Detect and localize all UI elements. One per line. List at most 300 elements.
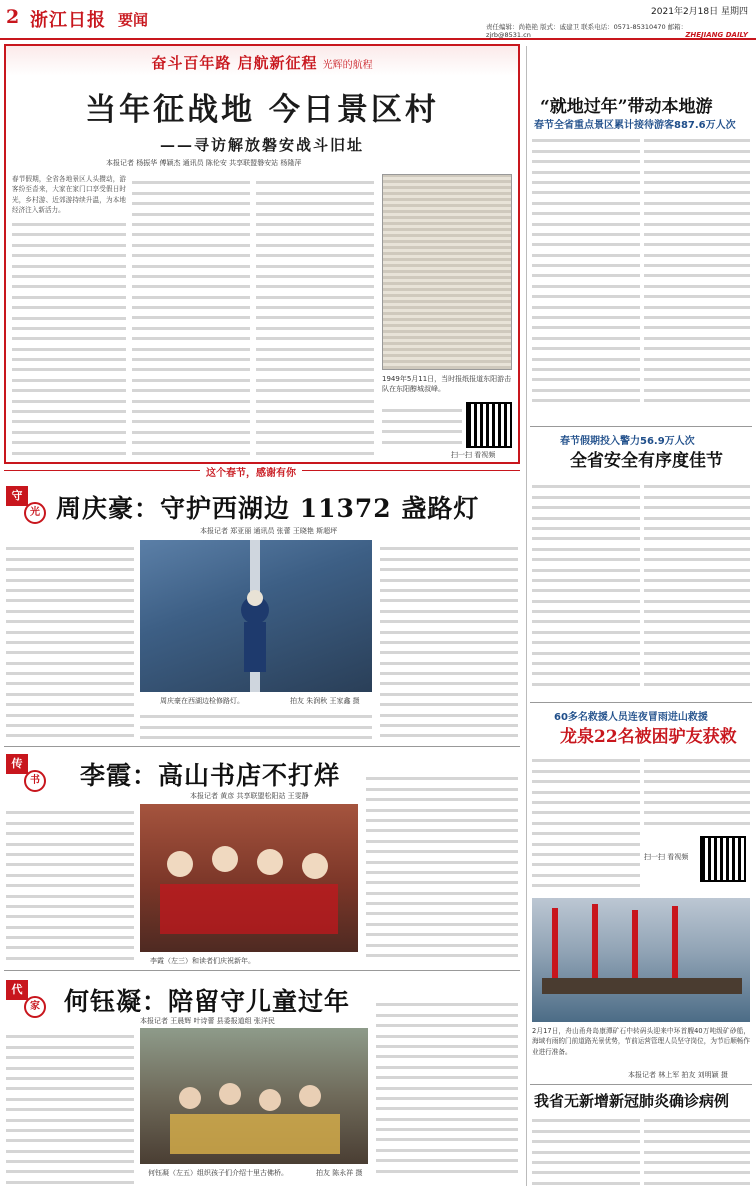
right-column — [644, 132, 750, 412]
text-line — [532, 610, 640, 613]
text-line — [6, 1098, 134, 1101]
text-line — [644, 822, 750, 825]
text-line — [532, 160, 640, 163]
child-face — [299, 1085, 321, 1107]
text-line — [644, 223, 750, 226]
text-line — [532, 506, 640, 509]
text-line — [532, 780, 640, 783]
text-line — [12, 223, 126, 226]
text-line — [256, 254, 374, 257]
text-line — [140, 715, 372, 718]
text-line — [132, 452, 250, 455]
text-line — [366, 871, 518, 874]
body-text: 春节假期，全省各地景区人头攒动，游客纷至沓来，大家在家门口享受假日时光，乡村游、近郊游持续升温，为本地经济注入新活力。 — [12, 175, 126, 215]
text-line — [644, 306, 750, 309]
text-line — [366, 923, 518, 926]
text-line — [532, 620, 640, 623]
text-line — [644, 683, 750, 686]
text-line — [644, 1140, 750, 1143]
text-line — [132, 285, 250, 288]
text-line — [376, 1118, 518, 1121]
text-line — [380, 599, 518, 602]
text-line — [6, 874, 134, 877]
text-line — [644, 589, 750, 592]
reader-face — [212, 846, 238, 872]
text-line — [6, 703, 134, 706]
text-line — [644, 233, 750, 236]
text-line — [376, 1159, 518, 1162]
text-line — [12, 244, 126, 247]
text-line — [532, 853, 640, 856]
text-line — [366, 861, 518, 864]
story-column — [140, 708, 372, 740]
text-line — [380, 651, 518, 654]
text-line — [256, 327, 374, 330]
text-line — [256, 306, 374, 309]
text-line — [256, 285, 374, 288]
text-line — [532, 801, 640, 804]
tag-top: 守 — [6, 486, 28, 506]
text-line — [532, 1171, 640, 1174]
tag-bottom: 书 — [24, 770, 46, 792]
reader-face — [302, 853, 328, 879]
text-line — [132, 431, 250, 434]
right-kicker-3: 60多名救援人员连夜冒雨进山救援 — [554, 712, 708, 723]
text-line — [132, 296, 250, 299]
text-line — [532, 223, 640, 226]
text-line — [644, 191, 750, 194]
text-line — [382, 430, 462, 433]
text-line — [644, 254, 750, 257]
text-line — [376, 1087, 518, 1090]
text-line — [376, 1076, 518, 1079]
text-line — [376, 1055, 518, 1058]
qr-code[interactable] — [700, 836, 746, 882]
text-line — [382, 409, 462, 412]
story-headline: 李霞：高山书店不打烊 — [80, 761, 341, 790]
text-line — [644, 160, 750, 163]
text-line — [644, 1151, 750, 1154]
text-line — [256, 358, 374, 361]
text-line — [256, 192, 374, 195]
text-line — [6, 620, 134, 623]
text-line — [532, 683, 640, 686]
text-line — [6, 714, 134, 717]
right-subhead-1: 春节全省重点景区累计接待游客887.6万人次 — [534, 120, 736, 131]
text-line — [12, 254, 126, 257]
port-photo — [532, 898, 750, 1022]
crane — [552, 908, 558, 978]
text-line — [12, 452, 126, 455]
text-line — [12, 327, 126, 330]
text-line — [6, 811, 134, 814]
text-line — [644, 389, 750, 392]
qr-caption: 扫一扫 看视频 — [644, 853, 689, 861]
text-line — [532, 652, 640, 655]
reader-clothes — [160, 884, 338, 934]
text-line — [6, 1160, 134, 1163]
text-line — [644, 537, 750, 540]
text-line — [12, 400, 126, 403]
text-line — [6, 724, 134, 727]
text-line — [644, 558, 750, 561]
text-line — [644, 496, 750, 499]
brand-name: ZHEJIANG DAILY — [685, 31, 748, 39]
text-line — [132, 389, 250, 392]
text-line — [6, 832, 134, 835]
text-line — [256, 348, 374, 351]
text-line — [532, 1161, 640, 1164]
text-line — [380, 672, 518, 675]
story-divider — [4, 970, 520, 971]
text-line — [366, 881, 518, 884]
text-line — [644, 811, 750, 814]
text-line — [644, 1130, 750, 1133]
story-byline: 本报记者 王晨辉 叶诗蕾 县委报道组 张洋民 — [140, 1017, 275, 1025]
right-column — [644, 752, 750, 832]
text-line — [644, 295, 750, 298]
text-line — [532, 295, 640, 298]
text-line — [532, 358, 640, 361]
text-line — [532, 579, 640, 582]
text-line — [132, 379, 250, 382]
text-line — [12, 358, 126, 361]
text-line — [12, 420, 126, 423]
feature-headline: 当年征战地 今日景区村 — [85, 92, 439, 128]
text-line — [532, 874, 640, 877]
text-line — [382, 441, 462, 444]
story-headline: 周庆豪：守护西湖边 11372 盏路灯 — [56, 494, 480, 523]
text-line — [532, 485, 640, 488]
right-headline-1: “就地过年”带动本地游 — [540, 97, 713, 117]
text-line — [366, 788, 518, 791]
text-line — [6, 1139, 134, 1142]
story-byline: 本报记者 黄彦 共享联盟松阳站 王雯静 — [190, 792, 309, 800]
text-line — [532, 212, 640, 215]
right-column — [532, 752, 640, 890]
text-line — [132, 265, 250, 268]
text-line — [380, 703, 518, 706]
text-line — [376, 1024, 518, 1027]
right-column — [532, 132, 640, 412]
text-line — [256, 441, 374, 444]
text-line — [6, 1170, 134, 1173]
text-line — [532, 347, 640, 350]
text-line — [644, 139, 750, 142]
text-line — [366, 819, 518, 822]
text-line — [380, 568, 518, 571]
tag-top: 代 — [6, 980, 28, 1000]
text-line — [256, 368, 374, 371]
text-line — [132, 358, 250, 361]
text-line — [132, 223, 250, 226]
text-line — [6, 579, 134, 582]
text-line — [6, 599, 134, 602]
text-line — [376, 1003, 518, 1006]
story-byline: 本报记者 郑亚丽 通讯员 张蕾 王晓艳 斯超坪 — [200, 527, 338, 535]
bookstore-illustration — [140, 804, 358, 952]
text-line — [12, 233, 126, 236]
text-line — [532, 832, 640, 835]
text-line — [140, 726, 372, 729]
text-line — [382, 420, 462, 423]
text-line — [644, 368, 750, 371]
text-line — [376, 1097, 518, 1100]
text-line — [132, 254, 250, 257]
text-line — [6, 884, 134, 887]
text-line — [6, 1067, 134, 1070]
text-line — [532, 191, 640, 194]
story-photo — [140, 804, 358, 952]
right-column — [532, 478, 640, 694]
text-line — [644, 202, 750, 205]
text-line — [644, 672, 750, 675]
series-kicker: 这个春节，感谢有你 — [200, 464, 302, 479]
text-line — [256, 410, 374, 413]
text-line — [532, 517, 640, 520]
text-line — [6, 734, 134, 737]
text-line — [644, 285, 750, 288]
text-line — [644, 378, 750, 381]
feature-byline: 本报记者 杨振华 傅颖杰 通讯员 陈伦安 共享联盟磐安站 杨隆萍 — [106, 159, 302, 167]
qr-caption: 扫一扫 看视频 — [451, 451, 496, 459]
text-line — [532, 537, 640, 540]
tag-bottom: 家 — [24, 996, 46, 1018]
text-line — [6, 1108, 134, 1111]
photo-caption: 周庆豪在西湖边检修路灯。 — [160, 697, 244, 705]
text-line — [366, 912, 518, 915]
text-line — [132, 306, 250, 309]
text-line — [380, 734, 518, 737]
text-line — [6, 693, 134, 696]
crane — [592, 904, 598, 978]
text-line — [6, 1150, 134, 1153]
text-line — [366, 798, 518, 801]
text-line — [376, 1170, 518, 1173]
text-line — [256, 431, 374, 434]
text-line — [376, 1149, 518, 1152]
text-line — [256, 265, 374, 268]
text-line — [6, 915, 134, 918]
text-line — [532, 759, 640, 762]
text-line — [12, 441, 126, 444]
feature-subtitle: ——寻访解放磐安战斗旧址 — [159, 136, 364, 154]
text-line — [366, 933, 518, 936]
column-divider — [526, 46, 527, 1186]
text-line — [644, 326, 750, 329]
text-line — [366, 777, 518, 780]
text-line — [644, 264, 750, 267]
feature-column-1 — [12, 174, 126, 460]
text-line — [380, 662, 518, 665]
text-line — [256, 233, 374, 236]
text-line — [12, 265, 126, 268]
banner-main: 奋斗百年路 启航新征程 — [151, 54, 318, 72]
story-column — [6, 1028, 134, 1188]
text-line — [644, 801, 750, 804]
text-line — [532, 662, 640, 665]
text-line — [366, 850, 518, 853]
text-line — [6, 682, 134, 685]
page-number: 2 — [6, 6, 20, 28]
text-line — [532, 368, 640, 371]
photo-caption: 2月17日，舟山甬舟岛康潭矿石中转码头迎来中环首艘40万吨级矿砂船，海域有雨的门前道路光景优势，节前运营管理人员坚守岗位，为节后顺畅作业进行准备。 — [532, 1027, 750, 1056]
story-tag — [6, 754, 48, 794]
text-line — [6, 1056, 134, 1059]
text-line — [376, 1066, 518, 1069]
text-line — [132, 213, 250, 216]
tag-top: 传 — [6, 754, 28, 774]
text-line — [644, 759, 750, 762]
text-line — [256, 223, 374, 226]
text-line — [366, 829, 518, 832]
text-line — [6, 946, 134, 949]
text-line — [6, 547, 134, 550]
crane — [632, 910, 638, 978]
text-line — [532, 822, 640, 825]
reader-face — [257, 849, 283, 875]
text-line — [532, 1182, 640, 1185]
text-line — [532, 254, 640, 257]
text-line — [532, 181, 640, 184]
text-line — [6, 651, 134, 654]
text-line — [380, 641, 518, 644]
text-line — [12, 317, 126, 320]
text-line — [532, 171, 640, 174]
old-newspaper-photo — [382, 174, 512, 370]
text-line — [376, 1128, 518, 1131]
text-line — [380, 589, 518, 592]
text-line — [12, 379, 126, 382]
text-line — [644, 316, 750, 319]
text-line — [532, 770, 640, 773]
text-line — [6, 1129, 134, 1132]
text-line — [132, 233, 250, 236]
text-line — [6, 822, 134, 825]
text-line — [532, 1151, 640, 1154]
text-line — [132, 348, 250, 351]
masthead — [0, 0, 756, 40]
text-line — [132, 316, 250, 319]
story-photo — [140, 540, 372, 692]
text-line — [132, 275, 250, 278]
text-line — [12, 285, 126, 288]
qr-code[interactable] — [466, 402, 512, 448]
text-line — [376, 1035, 518, 1038]
text-line — [6, 641, 134, 644]
text-line — [376, 1107, 518, 1110]
text-line — [644, 631, 750, 634]
text-line — [376, 1014, 518, 1017]
text-line — [6, 662, 134, 665]
text-line — [366, 902, 518, 905]
right-kicker-2: 春节假期投入警力56.9万人次 — [560, 436, 695, 447]
text-line — [132, 368, 250, 371]
text-line — [132, 400, 250, 403]
children-illustration — [140, 1028, 368, 1164]
text-line — [644, 579, 750, 582]
text-line — [380, 610, 518, 613]
text-line — [366, 944, 518, 947]
child-face — [179, 1087, 201, 1109]
text-line — [12, 348, 126, 351]
text-line — [644, 791, 750, 794]
photo-caption: 李霞（左三）和读者们庆祝新年。 — [150, 957, 255, 965]
text-line — [644, 399, 750, 402]
right-column — [644, 1112, 750, 1186]
text-line — [12, 431, 126, 434]
text-line — [6, 936, 134, 939]
text-line — [644, 358, 750, 361]
text-line — [532, 791, 640, 794]
text-line — [256, 296, 374, 299]
story-headline: 何钰凝：陪留守儿童过年 — [64, 987, 351, 1016]
text-line — [644, 780, 750, 783]
story-divider — [530, 1084, 752, 1085]
text-line — [532, 378, 640, 381]
text-line — [6, 1046, 134, 1049]
text-line — [6, 631, 134, 634]
text-line — [6, 672, 134, 675]
text-line — [532, 337, 640, 340]
text-line — [12, 306, 126, 309]
text-line — [644, 1161, 750, 1164]
text-line — [140, 736, 372, 739]
text-line — [380, 558, 518, 561]
right-headline-5: 我省无新增新冠肺炎确诊病例 — [534, 1092, 730, 1110]
text-line — [256, 400, 374, 403]
story-column — [376, 996, 518, 1188]
text-line — [644, 506, 750, 509]
text-line — [6, 1035, 134, 1038]
text-line — [132, 337, 250, 340]
text-line — [532, 884, 640, 887]
issue-date: 2021年2月18日 星期四 — [651, 7, 748, 17]
text-line — [366, 840, 518, 843]
text-line — [6, 895, 134, 898]
text-line — [644, 150, 750, 153]
photo-credit: 拍友 陈永祥 摄 — [316, 1169, 363, 1177]
feature-banner — [6, 46, 518, 76]
text-line — [532, 326, 640, 329]
child-face — [219, 1083, 241, 1105]
text-line — [532, 641, 640, 644]
section-name: 要闻 — [118, 11, 149, 29]
text-line — [644, 641, 750, 644]
text-line — [12, 275, 126, 278]
text-line — [380, 714, 518, 717]
right-column — [532, 1112, 640, 1186]
story-tag — [6, 486, 48, 526]
text-line — [256, 213, 374, 216]
text-line — [644, 171, 750, 174]
tag-bottom: 光 — [24, 502, 46, 524]
photo-caption: 何钰凝（左五）组织孩子们介绍十里古佛桥。 — [148, 1169, 288, 1177]
text-line — [132, 410, 250, 413]
text-line — [532, 527, 640, 530]
text-line — [532, 600, 640, 603]
text-line — [532, 233, 640, 236]
text-line — [532, 496, 640, 499]
text-line — [532, 631, 640, 634]
story-divider — [530, 702, 752, 703]
text-line — [12, 296, 126, 299]
port-illustration — [532, 898, 750, 1022]
text-line — [366, 892, 518, 895]
text-line — [132, 202, 250, 205]
text-line — [380, 724, 518, 727]
banner-sub: 光辉的航程 — [322, 60, 373, 71]
